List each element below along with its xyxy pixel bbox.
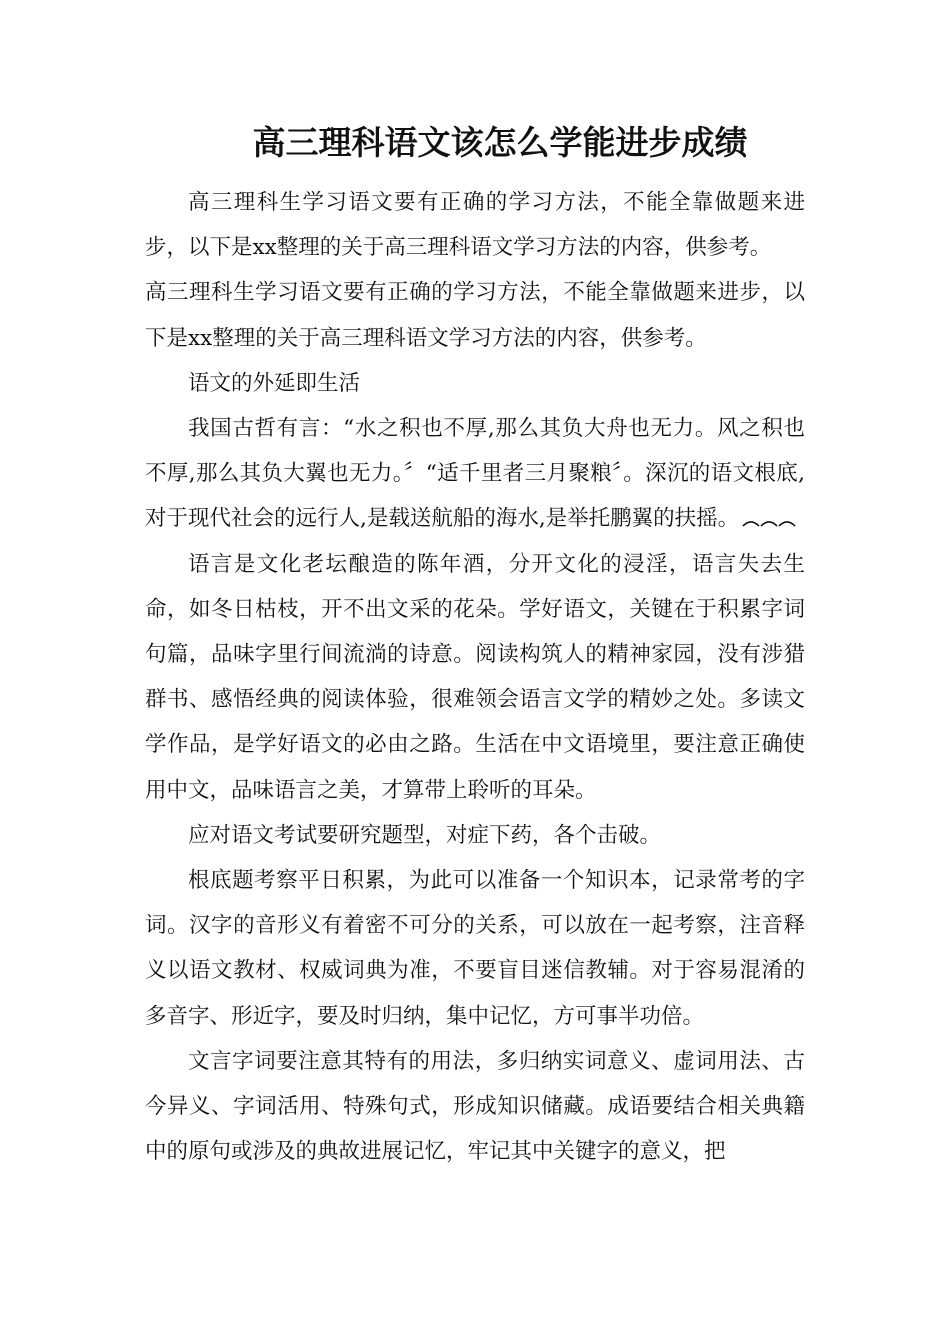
paragraph-language-culture: 语言是文化老坛酿造的陈年酒，分开文化的浸淫，语言失去生命，如冬日枯枝，开不出文采的花朵。学好语文，关键在于积累字词句篇，品味字里行间流淌的诗意。阅读构筑人的精神家园，没有涉猎群书、感悟经典的阅读体验，很难领会语言文学的精妙之处。多读文学作品，是学好语文的必由之路。生活在中文语境里，要注意正确使用中文，品味语言之美，才算带上聆听的耳朵。	[145, 551, 805, 803]
decorative-marks-icon	[741, 517, 799, 527]
section-heading-life: 语文的外延即生活	[188, 370, 361, 396]
paragraph-ancient-saying	[145, 406, 805, 542]
document-page	[145, 118, 805, 1174]
paragraph-exam-strategy: 应对语文考试要研究题型，对症下药，各个击破。	[188, 822, 662, 848]
paragraph-intro: 高三理科生学习语文要有正确的学习方法，不能全靠做题来进步，以下是xx整理的关于高三理科语文学习方法的内容，供参考。	[145, 190, 805, 261]
document-title: 高三理科语文该怎么学能进步成绩	[252, 123, 748, 162]
paragraph-intro-repeat: 高三理科生学习语文要有正确的学习方法，不能全靠做题来进步，以下是xx整理的关于高三理科语文学习方法的内容，供参考。	[145, 280, 805, 351]
paragraph-basic-questions: 根底题考察平日积累，为此可以准备一个知识本，记录常考的字词。汉字的音形义有着密不可分的关系，可以放在一起考察，注音释义以语文教材、权威词典为准，不要盲目迷信教辅。对于容易混淆的多音字、形近字，要及时归纳，集中记忆，方可事半功倍。	[145, 868, 805, 1029]
paragraph-classical-words: 文言字词要注意其特有的用法，多归纳实词意义、虚词用法、古今异义、字词活用、特殊句式，形成知识储藏。成语要结合相关典籍中的原句或涉及的典故进展记忆，牢记其中关键字的意义，把	[145, 1048, 805, 1165]
paragraph-ancient-saying-text: 我国古哲有言：“水之积也不厚,那么其负大舟也无力。风之积也不厚,那么其负大翼也无力。〞“适千里者三月聚粮〞。深沉的语文根底,对于现代社会的远行人,是载送航船的海水,是举托鹏翼的扶摇。	[145, 416, 805, 532]
